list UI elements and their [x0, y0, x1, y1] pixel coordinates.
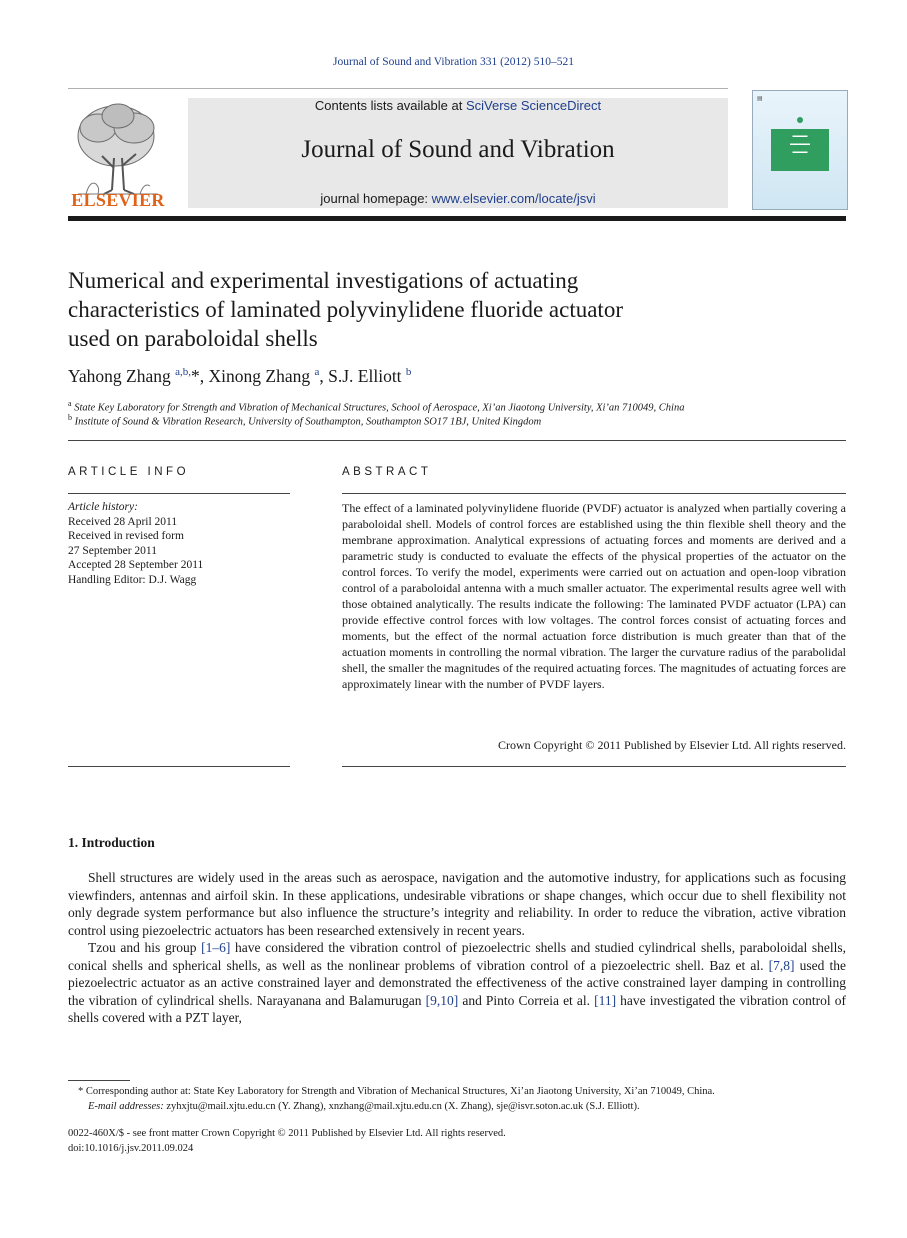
affiliation-sup: b	[68, 413, 72, 422]
history-line: 27 September 2011	[68, 544, 158, 557]
header-thick-rule	[68, 216, 846, 221]
article-info-rule	[68, 493, 290, 494]
homepage-line	[188, 191, 728, 206]
author-affiliation-sup[interactable]: a,b,	[175, 366, 192, 379]
cover-label-icon: ▤	[757, 96, 763, 102]
article-info-heading: ARTICLE INFO	[68, 466, 190, 478]
intro-body	[68, 869, 846, 1027]
sciencedirect-link[interactable]: SciVerse ScienceDirect	[465, 98, 602, 113]
text-run: have investigated the vibration control of shells covered with a PZT layer,	[68, 992, 847, 1025]
front-matter-line: 0022-460X/$ - see front matter Crown Copyright © 2011 Published by Elsevier Ltd. All rights reserved.	[68, 1128, 506, 1139]
email-addresses[interactable]: zyhxjtu@mail.xjtu.edu.cn (Y. Zhang), xnzhang@mail.xjtu.edu.cn (X. Zhang), sje@isvr.soton.ac.uk (S.J. Elliott).	[163, 1101, 640, 1112]
history-line: Handling Editor: D.J. Wagg	[68, 573, 197, 586]
reference-link[interactable]: [7,8]	[768, 957, 795, 973]
journal-citation[interactable]: Journal of Sound and Vibration 331 (2012) 510–521	[333, 56, 574, 68]
abstract-body: The effect of a laminated polyvinylidene fluoride (PVDF) actuator is analyzed when partially covering a paraboloidal shell. Models of control forces are established using the thin flexible shell theory and the membrane approximation. Analytical expressions of actuating forces and moments are derived and a parametric study is conducted to evaluate the effects of the physical properties of the actuator on the control forces. To verify the model, experiments were carried out on actuation and open-loop vibration control of a paraboloidal antenna with a much smaller actuator. The experimental results agree well with those obtained analytically. The results indicate the following: The laminated PVDF actuator (LPA) can provide effective control forces with low voltages. The control forces consist of actuating forces and moments, but the effect of the normal actuation force distribution is much greater than that of the actuation moments in controlling the normal vibration. The larger the curvature radius of the parabolidal shell, the smaller the magnitudes of the required actuating forces. The magnitudes of actuating forces are approximately linear with the number of PVDF layers.	[342, 501, 846, 691]
email-label: E-mail addresses:	[88, 1101, 164, 1112]
contents-line	[188, 98, 728, 113]
affiliation-rule	[68, 440, 846, 441]
history-line: Received in revised form	[68, 530, 184, 542]
section-heading-introduction: 1. Introduction	[68, 835, 155, 850]
elsevier-wordmark: ELSEVIER	[71, 190, 165, 210]
abstract-rule	[342, 493, 846, 494]
corresponding-mark[interactable]: *	[191, 366, 200, 386]
author-affiliation-sup[interactable]: b	[405, 366, 412, 379]
article-info-bottom-rule	[68, 766, 290, 767]
affiliation-text: Institute of Sound & Vibration Research, University of Southampton, Southampton SO17 1BJ, United Kingdom	[74, 416, 542, 428]
intro-paragraph-2	[68, 939, 846, 1027]
affiliation-a	[68, 399, 684, 414]
intro-paragraph-1: Shell structures are widely used in the areas such as aerospace, navigation and the automotive industry, for applications such as focusing viewfinders, antennas and airfoil skin. In these applications, undesirable vibrations or shape changes, which occur due to shell flexibility not only degrade system performance but also influence the structure’s integrity and reliability. In order to reduce the vibration, active vibration control using piezoelectric actuators has been researched extensively in recent years.	[68, 870, 846, 938]
journal-cover-thumbnail[interactable]	[752, 90, 848, 210]
footnote-rule	[68, 1080, 130, 1081]
homepage-link[interactable]: www.elsevier.com/locate/jsvi	[431, 191, 596, 206]
homepage-prefix: journal homepage:	[320, 191, 432, 206]
reference-link[interactable]: [1–6]	[201, 940, 231, 955]
text-run: and Pinto Correia et al.	[458, 992, 595, 1008]
footnote-corresponding: * Corresponding author at: State Key Laboratory for Strength and Vibration of Mechanical Structures, Xi’an Jiaotong University, Xi’an 710049, China.	[78, 1086, 715, 1097]
reference-link[interactable]: [9,10]	[425, 992, 459, 1008]
history-line: Accepted 28 September 2011	[68, 559, 204, 571]
text-run: Tzou and his group	[88, 940, 202, 955]
affiliation-sup: a	[68, 399, 72, 408]
author-name: Yahong Zhang	[68, 366, 171, 386]
author-affiliation-sup[interactable]: a	[314, 366, 320, 379]
text-run: used the piezoelectric actuator as an active constrained layer and demonstrated the effectiveness of the active constrained layer damping in controlling the vibration of cylindrical shells. Narayanana and Balamurugan	[68, 957, 847, 1008]
doi-line[interactable]: doi:10.1016/j.jsv.2011.09.024	[68, 1143, 194, 1154]
title-line: characteristics of laminated polyvinylidene fluoride actuator	[68, 297, 623, 322]
author-name: S.J. Elliott	[328, 366, 402, 386]
cover-title-block: ▬▬▬ ▬▬▬▬ ▬▬▬	[771, 129, 829, 171]
article-history	[68, 500, 203, 587]
footnote-emails	[68, 1099, 846, 1114]
abstract-copyright: Crown Copyright © 2011 Published by Elsevier Ltd. All rights reserved.	[498, 738, 846, 752]
cover-emblem-icon	[797, 117, 803, 123]
title-line: used on paraboloidal shells	[68, 326, 318, 351]
reference-link[interactable]: [11]	[594, 992, 617, 1008]
author-name: Xinong Zhang	[208, 366, 311, 386]
contents-prefix: Contents lists available at	[314, 98, 466, 113]
title-line: Numerical and experimental investigations of actuating	[68, 268, 579, 293]
author-list: Yahong Zhang $^{a,b,}$*, Xinong Zhang $^a$, S.J. Elliott $^b$	[68, 366, 412, 386]
affiliation-text: State Key Laboratory for Strength and Vibration of Mechanical Structures, School of Aerospace, Xi’an Jiaotong University, Xi’an 710049, China	[74, 402, 685, 414]
header-top-rule	[68, 88, 728, 89]
journal-title: Journal of Sound and Vibration	[301, 136, 615, 163]
history-line: Received 28 April 2011	[68, 515, 178, 528]
text-run: have considered the vibration control of piezoelectric shells and studied cylindrical shells, paraboloidal shells, conical shells and spherical shells, as well as the nonlinear problems of vibration control of a piezoelectric shell. Baz et al.	[68, 940, 846, 973]
history-label: Article history:	[68, 501, 138, 513]
abstract-heading: ABSTRACT	[342, 466, 432, 478]
abstract-bottom-rule	[342, 766, 846, 767]
paper-title	[68, 266, 848, 353]
affiliation-b	[68, 413, 541, 428]
